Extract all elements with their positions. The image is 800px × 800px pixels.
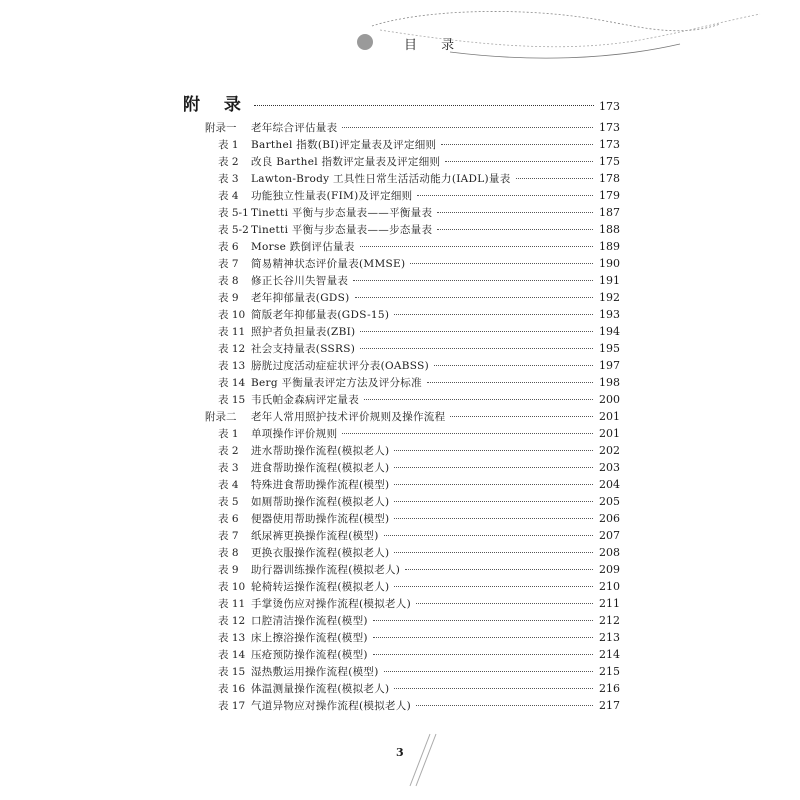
toc-row-title: 更换衣服操作流程(模拟老人) [251,547,390,559]
toc-row[interactable] [205,442,620,459]
dot-leader [394,586,593,587]
toc-row[interactable] [205,408,620,425]
toc-row-title: Morse 跌倒评估量表 [251,241,355,253]
toc-row-title: Tinetti 平衡与步态量表——步态量表 [251,224,433,236]
toc-row-number: 表 1 [218,428,239,440]
dot-leader [394,552,593,553]
toc-row-number: 表 13 [218,632,246,644]
toc-row-title: 简易精神状态评价量表(MMSE) [251,258,406,270]
toc-row-title: 助行器训练操作流程(模拟老人) [251,564,401,576]
toc-row[interactable] [205,663,620,680]
toc-row-number: 表 8 [218,547,239,559]
toc-row-title: 纸尿裤更换操作流程(模型) [251,530,379,542]
toc-row-title: 如厕帮助操作流程(模拟老人) [251,496,390,508]
toc-row-title: 体温测量操作流程(模拟老人) [251,683,390,695]
toc-row-number: 表 4 [218,479,239,491]
toc-row-number: 表 14 [218,649,246,661]
dot-leader [373,654,593,655]
toc-row[interactable] [205,119,620,136]
toc-row-page: 206 [599,512,620,525]
toc-row-title: 床上擦浴操作流程(模型) [251,632,368,644]
toc-row[interactable] [205,374,620,391]
toc-row[interactable] [205,306,620,323]
toc-row-number: 表 7 [218,258,239,270]
toc-row-number: 表 8 [218,275,239,287]
toc-row-number: 表 14 [218,377,246,389]
toc-row-page: 178 [599,172,620,185]
toc-row-page: 173 [599,138,620,151]
page-header [0,0,800,80]
toc-row[interactable] [205,629,620,646]
toc-row-number: 表 12 [218,343,246,355]
toc-row-page: 198 [599,376,620,389]
toc-row-number: 表 17 [218,700,246,712]
toc-row-title: 韦氏帕金森病评定量表 [251,394,359,406]
appendix-page: 173 [599,100,620,113]
toc-row-number: 表 1 [218,139,239,151]
toc-row-page: 202 [599,444,620,457]
toc-row-page: 201 [599,427,620,440]
toc-row[interactable] [205,238,620,255]
toc-row[interactable] [205,340,620,357]
dot-leader [353,280,593,281]
dot-leader [384,671,593,672]
toc-row[interactable] [205,255,620,272]
toc-row[interactable] [205,612,620,629]
toc-row[interactable] [205,204,620,221]
toc-row-number: 表 6 [218,241,239,253]
toc-row-page: 187 [599,206,620,219]
toc-row-number: 表 10 [218,309,246,321]
toc-row-title: 便器使用帮助操作流程(模型) [251,513,390,525]
dot-leader [360,348,593,349]
dot-leader [364,399,593,400]
toc-row-page: 188 [599,223,620,236]
dot-leader [384,535,593,536]
dot-leader [516,178,593,179]
dot-leader [427,382,593,383]
dot-leader [405,569,593,570]
toc-row-title: 手掌烫伤应对操作流程(模拟老人) [251,598,411,610]
toc-row-page: 194 [599,325,620,338]
toc-row-title: Barthel 指数(BI)评定量表及评定细则 [251,139,437,151]
toc-row-page: 191 [599,274,620,287]
toc-row-number: 表 11 [218,326,246,338]
toc-row-page: 204 [599,478,620,491]
dot-leader [437,229,593,230]
toc-row-title: 功能独立性量表(FIM)及评定细则 [251,190,413,202]
toc-row-number: 表 6 [218,513,239,525]
toc-row[interactable] [205,493,620,510]
toc-row-title: Tinetti 平衡与步态量表——平衡量表 [251,207,433,219]
toc-row-page: 190 [599,257,620,270]
toc-row-title: 进水帮助操作流程(模拟老人) [251,445,390,457]
toc-row-page: 192 [599,291,620,304]
toc-row-title: 老年人常用照护技术评价规则及操作流程 [251,411,446,423]
page-number: 3 [396,746,404,759]
toc-row[interactable] [205,170,620,187]
dot-leader [394,484,593,485]
toc-row-title: 单项操作评价规则 [251,428,338,440]
toc-row[interactable] [205,697,620,714]
toc-row-page: 208 [599,546,620,559]
dot-leader [394,501,593,502]
toc-row[interactable] [205,527,620,544]
toc-row-number: 表 4 [218,190,239,202]
dot-leader [417,195,593,196]
dot-leader [441,144,593,145]
toc-row[interactable] [205,153,620,170]
toc-row-title: 压疮预防操作流程(模型) [251,649,368,661]
toc-row-number: 表 5-2 [218,224,249,236]
toc-row-title: 湿热敷运用操作流程(模型) [251,666,379,678]
toc-row-page: 201 [599,410,620,423]
toc-row-page: 211 [599,597,620,610]
toc-row-number: 附录二 [205,411,237,423]
toc-row-page: 195 [599,342,620,355]
toc-row[interactable] [205,544,620,561]
toc-row-title: 轮椅转运操作流程(模拟老人) [251,581,390,593]
header-wave-decoration [0,0,800,80]
toc-row-page: 197 [599,359,620,372]
toc-row-title: 老年综合评估量表 [251,122,338,134]
dot-leader [355,297,594,298]
toc-row-page: 189 [599,240,620,253]
toc-row-number: 表 3 [218,462,239,474]
dot-leader [445,161,593,162]
toc-row[interactable] [205,272,620,289]
toc-row-number: 表 2 [218,156,239,168]
toc-row-title: 社会支持量表(SSRS) [251,343,356,355]
toc-row-page: 215 [599,665,620,678]
dot-leader [434,365,593,366]
toc-row-number: 表 5 [218,496,239,508]
dot-leader [360,331,593,332]
toc-row[interactable] [205,391,620,408]
dot-leader [394,450,593,451]
toc-list [205,119,620,714]
dot-leader [342,127,593,128]
appendix-entry[interactable] [183,90,620,115]
dot-leader [416,603,593,604]
dot-leader [416,705,593,706]
toc-row-title: 修正长谷川失智量表 [251,275,349,287]
toc-row-page: 173 [599,121,620,134]
toc-row-page: 175 [599,155,620,168]
toc-row-page: 205 [599,495,620,508]
toc-row-number: 表 12 [218,615,246,627]
dot-leader [394,518,593,519]
dot-leader [360,246,593,247]
toc-row-title: 老年抑郁量表(GDS) [251,292,350,304]
toc-row[interactable] [205,289,620,306]
dot-leader [394,688,593,689]
toc-row-number: 表 9 [218,564,239,576]
toc-row-number: 表 7 [218,530,239,542]
toc-row[interactable] [205,221,620,238]
toc-row-title: 简版老年抑郁量表(GDS-15) [251,309,390,321]
toc-row-number: 表 2 [218,445,239,457]
appendix-title: 附 录 [183,95,250,115]
toc-row-title: 进食帮助操作流程(模拟老人) [251,462,390,474]
toc-row-number: 表 3 [218,173,239,185]
toc-row-number: 表 15 [218,394,246,406]
toc-row[interactable] [205,323,620,340]
toc-row-title: 气道异物应对操作流程(模拟老人) [251,700,411,712]
toc-row-title: 改良 Barthel 指数评定量表及评定细则 [251,156,441,168]
dot-leader [437,212,593,213]
footer-slash-decoration [400,730,440,790]
toc-row-page: 207 [599,529,620,542]
header-dot-icon [357,34,373,50]
dot-leader [373,637,593,638]
dot-leader [410,263,593,264]
toc-row-title: 照护者负担量表(ZBI) [251,326,356,338]
toc-row[interactable] [205,578,620,595]
toc-row-page: 217 [599,699,620,712]
dot-leader [373,620,593,621]
toc-row[interactable] [205,136,620,153]
toc-row-number: 表 10 [218,581,246,593]
toc-row-number: 表 5-1 [218,207,249,219]
toc-row[interactable] [205,646,620,663]
toc-row-page: 193 [599,308,620,321]
toc-row-number: 表 11 [218,598,246,610]
toc-row[interactable] [205,357,620,374]
toc-row-title: 口腔清洁操作流程(模型) [251,615,368,627]
toc-row-title: Lawton-Brody 工具性日常生活活动能力(IADL)量表 [251,173,511,185]
toc-row-title: Berg 平衡量表评定方法及评分标准 [251,377,422,389]
dot-leader [254,105,594,106]
toc-row-page: 216 [599,682,620,695]
toc-row-page: 210 [599,580,620,593]
toc-row[interactable] [205,680,620,697]
toc-row-page: 214 [599,648,620,661]
toc-row-page: 203 [599,461,620,474]
toc-row-title: 膀胱过度活动症症状评分表(OABSS) [251,360,430,372]
toc-row-number: 表 15 [218,666,246,678]
toc-row-page: 209 [599,563,620,576]
dot-leader [394,467,593,468]
dot-leader [342,433,593,434]
toc-row-number: 附录一 [205,122,237,134]
toc-row[interactable] [205,561,620,578]
toc-row-number: 表 16 [218,683,246,695]
header-title: 目 录 [404,38,465,53]
toc-row-number: 表 13 [218,360,246,372]
toc-row[interactable] [205,476,620,493]
toc-row-number: 表 9 [218,292,239,304]
toc-row-page: 200 [599,393,620,406]
toc-row[interactable] [205,187,620,204]
toc-row-page: 212 [599,614,620,627]
toc-row-page: 179 [599,189,620,202]
toc-row[interactable] [205,425,620,442]
toc-row-page: 213 [599,631,620,644]
dot-leader [394,314,593,315]
dot-leader [450,416,593,417]
toc-row[interactable] [205,459,620,476]
toc-row[interactable] [205,510,620,527]
toc-row-title: 特殊进食帮助操作流程(模型) [251,479,390,491]
toc-row[interactable] [205,595,620,612]
